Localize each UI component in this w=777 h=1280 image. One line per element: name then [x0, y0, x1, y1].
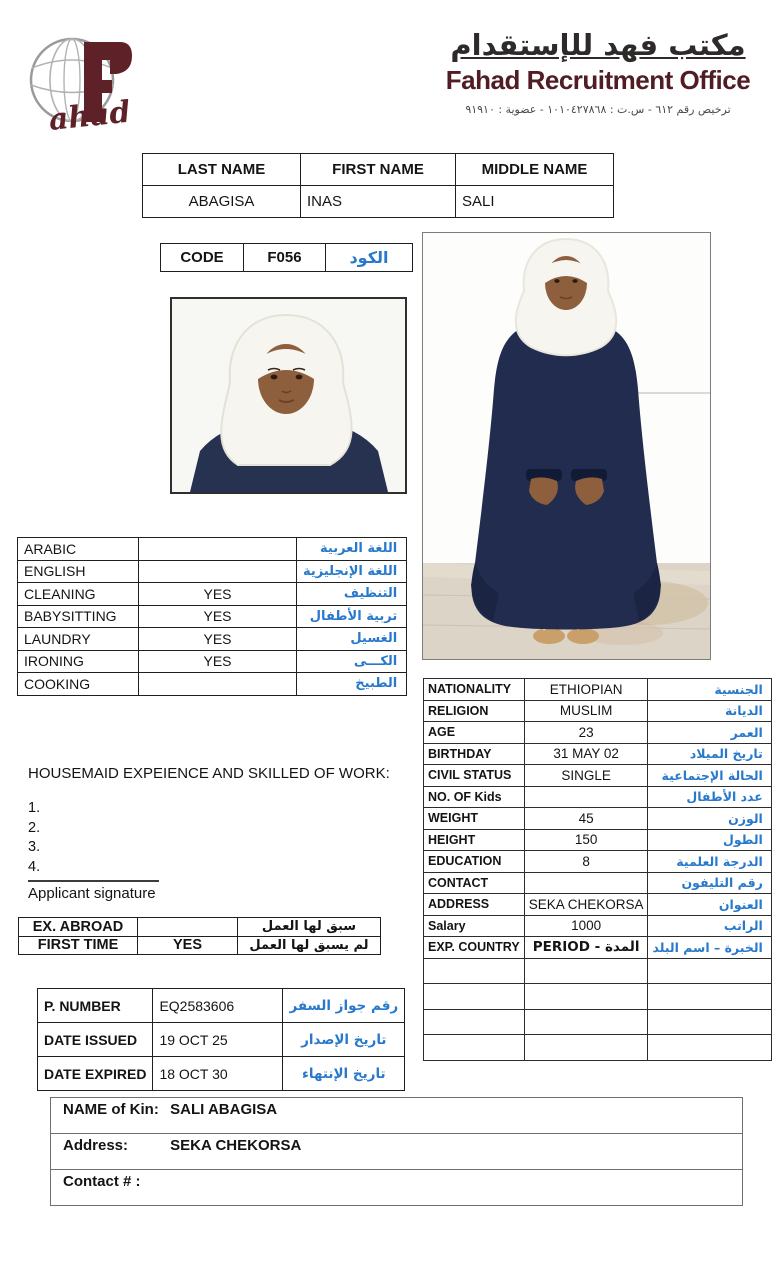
- skill-arabic: الكـــى: [297, 650, 407, 673]
- details-empty-row: [424, 958, 772, 984]
- kin-contact-label: Contact # :: [63, 1173, 141, 1190]
- details-label: HEIGHT: [424, 829, 525, 851]
- details-label: EXP. COUNTRY: [424, 937, 525, 959]
- details-arabic: رقم التليفون: [648, 872, 771, 894]
- kin-row: [51, 1134, 743, 1170]
- skill-arabic: تربية الأطفال: [297, 605, 407, 628]
- passport-label: DATE ISSUED: [38, 1023, 153, 1057]
- passport-row: [38, 1057, 405, 1091]
- abroad-value: YES: [138, 936, 238, 955]
- skill-row: [18, 560, 407, 583]
- details-value: 8: [524, 851, 648, 873]
- passport-arabic: رقم جواز السفر: [283, 989, 405, 1023]
- skill-value: [139, 560, 297, 583]
- skill-label: BABYSITTING: [18, 605, 139, 628]
- details-label: Salary: [424, 915, 525, 937]
- details-value: [524, 872, 648, 894]
- experience-heading: HOUSEMAID EXPEIENCE AND SKILLED OF WORK:: [28, 765, 390, 782]
- applicant-portrait-photo: [170, 297, 407, 494]
- skill-row: [18, 583, 407, 606]
- details-arabic: تاريخ الميلاد: [648, 743, 771, 765]
- skill-row: [18, 605, 407, 628]
- passport-row: [38, 1023, 405, 1057]
- details-label: AGE: [424, 722, 525, 744]
- signature-label: Applicant signature: [28, 885, 156, 902]
- skill-value: YES: [139, 605, 297, 628]
- office-title-arabic: مكتب فهد للإستقدام: [450, 28, 746, 62]
- details-value: 150: [524, 829, 648, 851]
- details-row: [424, 786, 772, 808]
- details-empty-row: [424, 1009, 772, 1035]
- skills-table: [17, 537, 407, 696]
- last-name-header: LAST NAME: [143, 154, 301, 186]
- details-arabic: الوزن: [648, 808, 771, 830]
- details-row: [424, 829, 772, 851]
- office-title-english: Fahad Recruitment Office: [445, 65, 751, 95]
- details-empty-row: [424, 984, 772, 1010]
- passport-row: [38, 989, 405, 1023]
- details-row: [424, 851, 772, 873]
- skill-row: [18, 538, 407, 561]
- skill-value: YES: [139, 583, 297, 606]
- name-table: [142, 153, 614, 218]
- passport-value: 19 OCT 25: [153, 1023, 283, 1057]
- details-value: 31 MAY 02: [524, 743, 648, 765]
- details-value: 23: [524, 722, 648, 744]
- first-name-header: FIRST NAME: [301, 154, 456, 186]
- abroad-row: [19, 936, 381, 955]
- skill-row: [18, 650, 407, 673]
- passport-arabic: تاريخ الإنتهاء: [283, 1057, 405, 1091]
- kin-name-value: SALI ABAGISA: [170, 1101, 278, 1118]
- details-row: [424, 765, 772, 787]
- abroad-label: EX. ABROAD: [19, 918, 138, 937]
- code-label: CODE: [161, 244, 244, 272]
- passport-table: [37, 988, 405, 1091]
- details-label: RELIGION: [424, 700, 525, 722]
- middle-name-value: SALI: [456, 186, 614, 218]
- details-label: WEIGHT: [424, 808, 525, 830]
- skill-label: LAUNDRY: [18, 628, 139, 651]
- details-label: EDUCATION: [424, 851, 525, 873]
- skill-arabic: اللغة الإنجليزية: [297, 560, 407, 583]
- skill-value: [139, 673, 297, 696]
- details-label: ADDRESS: [424, 894, 525, 916]
- passport-label: DATE EXPIRED: [38, 1057, 153, 1091]
- details-arabic: الطول: [648, 829, 771, 851]
- name-table-header-row: [143, 154, 614, 186]
- skill-label: ENGLISH: [18, 560, 139, 583]
- details-arabic: العنوان: [648, 894, 771, 916]
- experience-item: 1.: [28, 800, 41, 816]
- skill-row: [18, 673, 407, 696]
- details-row: [424, 808, 772, 830]
- passport-label: P. NUMBER: [38, 989, 153, 1023]
- signature-line: [28, 880, 159, 882]
- skill-label: CLEANING: [18, 583, 139, 606]
- details-table: [423, 678, 772, 1061]
- abroad-value: [138, 918, 238, 937]
- fahad-logo: [22, 30, 142, 138]
- code-table: [160, 243, 413, 272]
- experience-item: 3.: [28, 839, 41, 855]
- first-name-value: INAS: [301, 186, 456, 218]
- abroad-row: [19, 918, 381, 937]
- name-table-value-row: [143, 186, 614, 218]
- skill-value: YES: [139, 628, 297, 651]
- details-label: CIVIL STATUS: [424, 765, 525, 787]
- skill-arabic: اللغة العربية: [297, 538, 407, 561]
- abroad-arabic: سبق لها العمل: [238, 918, 381, 937]
- abroad-table: [18, 917, 381, 955]
- details-arabic: الدرجة العلمية: [648, 851, 771, 873]
- passport-arabic: تاريخ الإصدار: [283, 1023, 405, 1057]
- skill-row: [18, 628, 407, 651]
- details-arabic: الخبرة – اسم البلد: [648, 937, 771, 959]
- code-label-arabic: الكود: [326, 244, 413, 272]
- skill-label: COOKING: [18, 673, 139, 696]
- experience-list: [28, 799, 40, 877]
- details-value: [524, 786, 648, 808]
- code-row: [161, 244, 413, 272]
- details-value: SINGLE: [524, 765, 648, 787]
- kin-table: [50, 1097, 743, 1206]
- abroad-arabic: لم يسبق لها العمل: [238, 936, 381, 955]
- kin-row: [51, 1170, 743, 1206]
- experience-item: 4.: [28, 858, 41, 875]
- details-label: BIRTHDAY: [424, 743, 525, 765]
- details-arabic: الجنسية: [648, 679, 771, 701]
- details-label: CONTACT: [424, 872, 525, 894]
- details-row: [424, 722, 772, 744]
- details-label: NATIONALITY: [424, 679, 525, 701]
- skill-arabic: التنظيف: [297, 583, 407, 606]
- passport-value: EQ2583606: [153, 989, 283, 1023]
- logo-script-label: ahad: [47, 94, 133, 138]
- details-row: [424, 894, 772, 916]
- kin-name-label: NAME of Kin:: [63, 1101, 159, 1118]
- last-name-value: ABAGISA: [143, 186, 301, 218]
- details-value: ETHIOPIAN: [524, 679, 648, 701]
- applicant-fullbody-photo: [422, 232, 711, 660]
- details-row: [424, 679, 772, 701]
- abroad-label: FIRST TIME: [19, 936, 138, 955]
- details-arabic: الحالة الإجتماعية: [648, 765, 771, 787]
- skill-value: YES: [139, 650, 297, 673]
- details-label: NO. OF Kids: [424, 786, 525, 808]
- skill-arabic: الطبيخ: [297, 673, 407, 696]
- details-arabic: الراتب: [648, 915, 771, 937]
- passport-value: 18 OCT 30: [153, 1057, 283, 1091]
- skill-value: [139, 538, 297, 561]
- code-value: F056: [244, 244, 326, 272]
- details-row: [424, 872, 772, 894]
- details-value: PERIOD - المدة: [524, 937, 648, 959]
- skill-arabic: الغسيل: [297, 628, 407, 651]
- office-title-block: [423, 28, 773, 116]
- skill-label: IRONING: [18, 650, 139, 673]
- details-value: MUSLIM: [524, 700, 648, 722]
- kin-row: [51, 1098, 743, 1134]
- kin-address-value: SEKA CHEKORSA: [170, 1137, 302, 1154]
- details-row: [424, 743, 772, 765]
- kin-address-label: Address:: [63, 1137, 129, 1154]
- details-arabic: العمر: [648, 722, 771, 744]
- details-value: SEKA CHEKORSA: [524, 894, 648, 916]
- skill-label: ARABIC: [18, 538, 139, 561]
- details-row: [424, 700, 772, 722]
- details-value: 45: [524, 808, 648, 830]
- details-value: 1000: [524, 915, 648, 937]
- globe-icon: [22, 30, 142, 138]
- details-arabic: عدد الأطفال: [648, 786, 771, 808]
- experience-item: 2.: [28, 819, 41, 836]
- details-row: [424, 915, 772, 937]
- license-line: ترخيص رقم ٦١٢ - س.ت : ١٠١٠٤٢٧٨٦٨ - عضوية : ٩١٩١٠: [465, 103, 731, 116]
- middle-name-header: MIDDLE NAME: [456, 154, 614, 186]
- details-row: [424, 937, 772, 959]
- details-empty-row: [424, 1035, 772, 1061]
- details-arabic: الديانة: [648, 700, 771, 722]
